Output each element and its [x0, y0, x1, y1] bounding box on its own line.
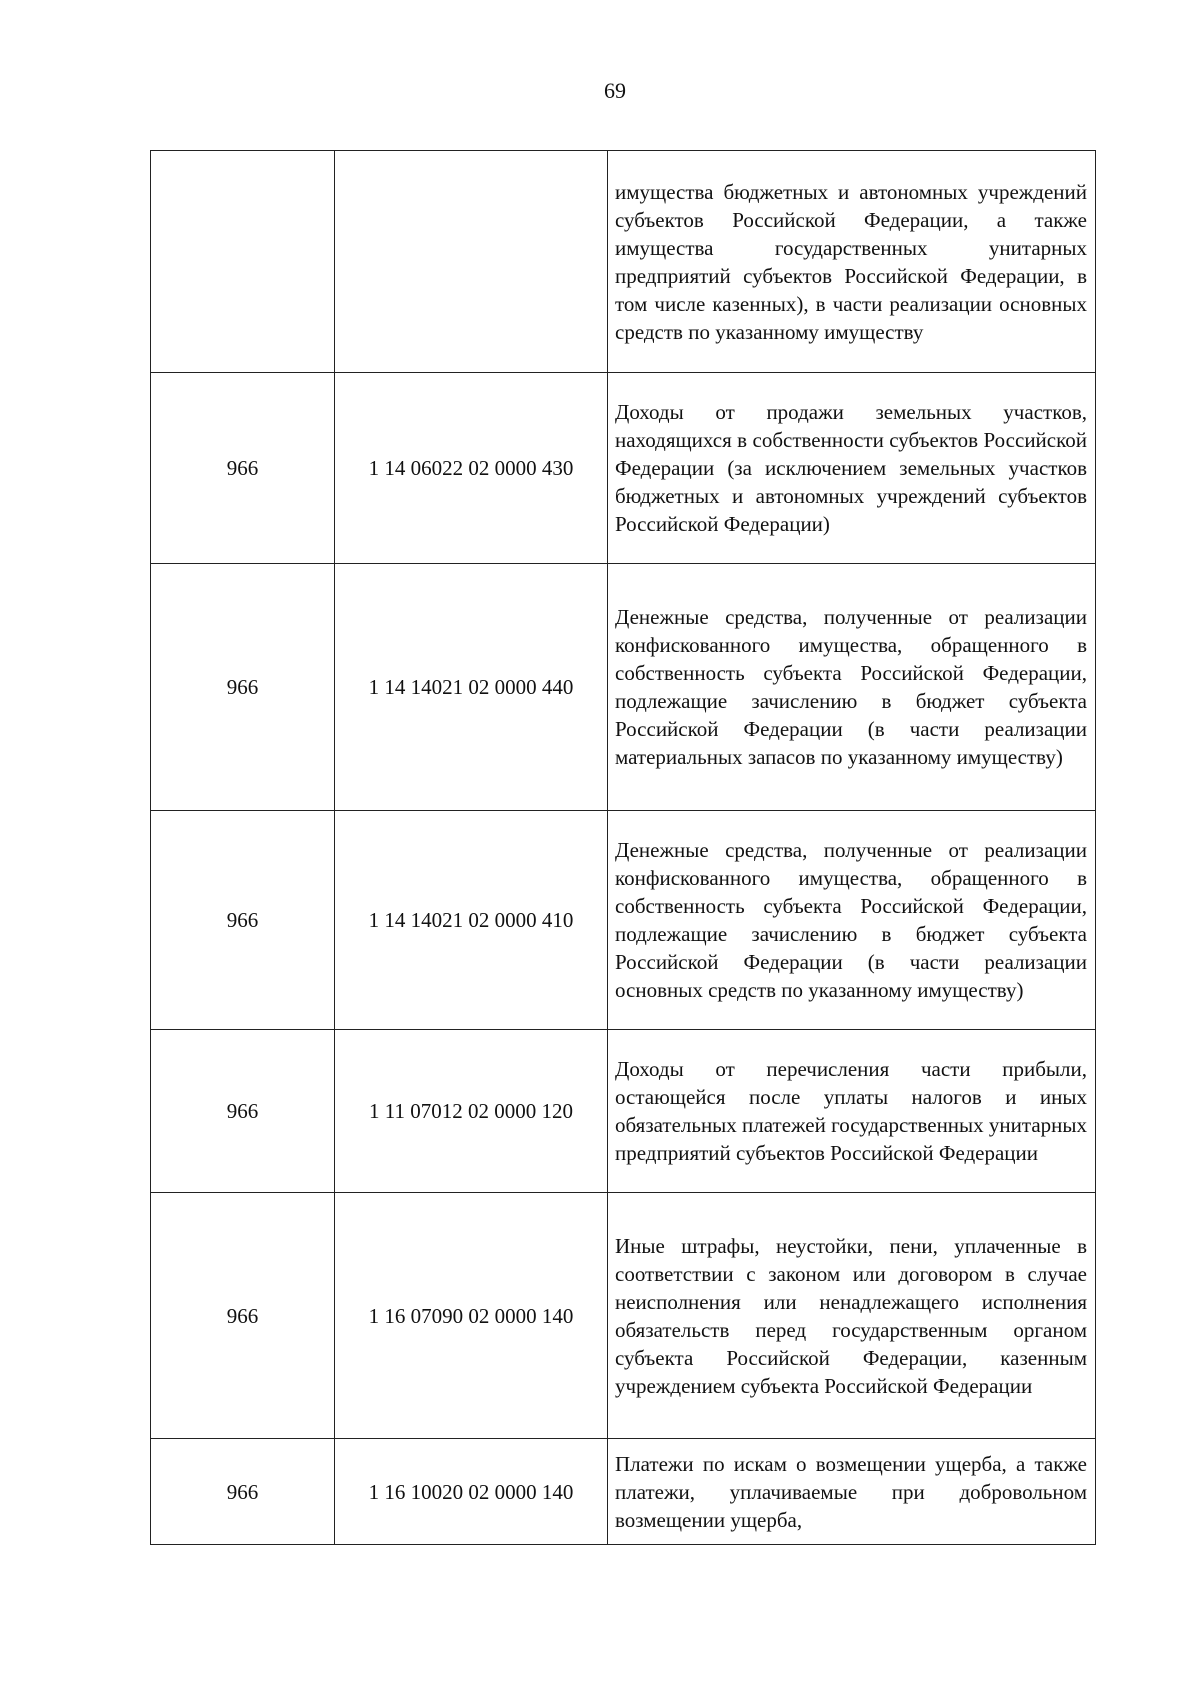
description-text: Платежи по искам о возмещении ущерба, а также платежи, уплачиваемые при добровольном возмещении ущерба,	[615, 1451, 1087, 1532]
table-row	[151, 1030, 1096, 1193]
revenue-code-cell: 1 11 07012 02 0000 120	[335, 1030, 608, 1193]
revenue-code-cell	[335, 151, 608, 373]
revenue-code-cell: 1 16 07090 02 0000 140	[335, 1193, 608, 1439]
description-cell	[608, 1193, 1096, 1439]
description-cell	[608, 811, 1096, 1030]
description-text: имущества бюджетных и автономных учреждений субъектов Российской Федерации, а также имущества государственных унитарных предприятий субъектов Российской Федерации, в том числе казенных), в части реализации основных средств по указанному имуществу	[615, 179, 1087, 344]
table-row	[151, 811, 1096, 1030]
description-text: Доходы от продажи земельных участков, находящихся в собственности субъектов Российской Федерации (за исключением земельных участков бюджетных и автономных учреждений субъектов Российской Федерации)	[615, 400, 1087, 536]
revenue-code-cell: 1 14 06022 02 0000 430	[335, 373, 608, 564]
description-text: Денежные средства, полученные от реализации конфискованного имущества, обращенного в собственность субъекта Российской Федерации, подлежащие зачислению в бюджет субъекта Российской Федерации (в части реализации основных средств по указанному имуществу)	[615, 838, 1087, 1002]
revenue-code-cell: 1 14 14021 02 0000 440	[335, 564, 608, 811]
description-text: Иные штрафы, неустойки, пени, уплаченные в соответствии с законом или договором в случае неисполнения или ненадлежащего исполнения обязательств перед государственным органом субъекта Российской Федерации, казенным учреждением субъекта Российской Федерации	[615, 1233, 1087, 1398]
revenue-codes-table	[150, 150, 1096, 1545]
admin-code-cell: 966	[151, 564, 335, 811]
table-row	[151, 1193, 1096, 1439]
table-row	[151, 1439, 1096, 1545]
admin-code-cell: 966	[151, 1193, 335, 1439]
revenue-code-cell: 1 14 14021 02 0000 410	[335, 811, 608, 1030]
admin-code-cell: 966	[151, 1439, 335, 1545]
table-row	[151, 373, 1096, 564]
revenue-code-cell: 1 16 10020 02 0000 140	[335, 1439, 608, 1545]
table-row	[151, 564, 1096, 811]
description-cell	[608, 1030, 1096, 1193]
admin-code-cell: 966	[151, 811, 335, 1030]
description-cell	[608, 564, 1096, 811]
admin-code-cell: 966	[151, 373, 335, 564]
table-row	[151, 151, 1096, 373]
description-text: Денежные средства, полученные от реализации конфискованного имущества, обращенного в собственность субъекта Российской Федерации, подлежащие зачислению в бюджет субъекта Российской Федерации (в части реализации материальных запасов по указанному имуществу)	[615, 605, 1087, 769]
description-cell	[608, 151, 1096, 373]
description-cell	[608, 1439, 1096, 1545]
admin-code-cell: 966	[151, 1030, 335, 1193]
page-number: 69	[604, 78, 626, 103]
description-text: Доходы от перечисления части прибыли, остающейся после уплаты налогов и иных обязательных платежей государственных унитарных предприятий субъектов Российской Федерации	[615, 1057, 1087, 1165]
admin-code-cell	[151, 151, 335, 373]
description-cell	[608, 373, 1096, 564]
